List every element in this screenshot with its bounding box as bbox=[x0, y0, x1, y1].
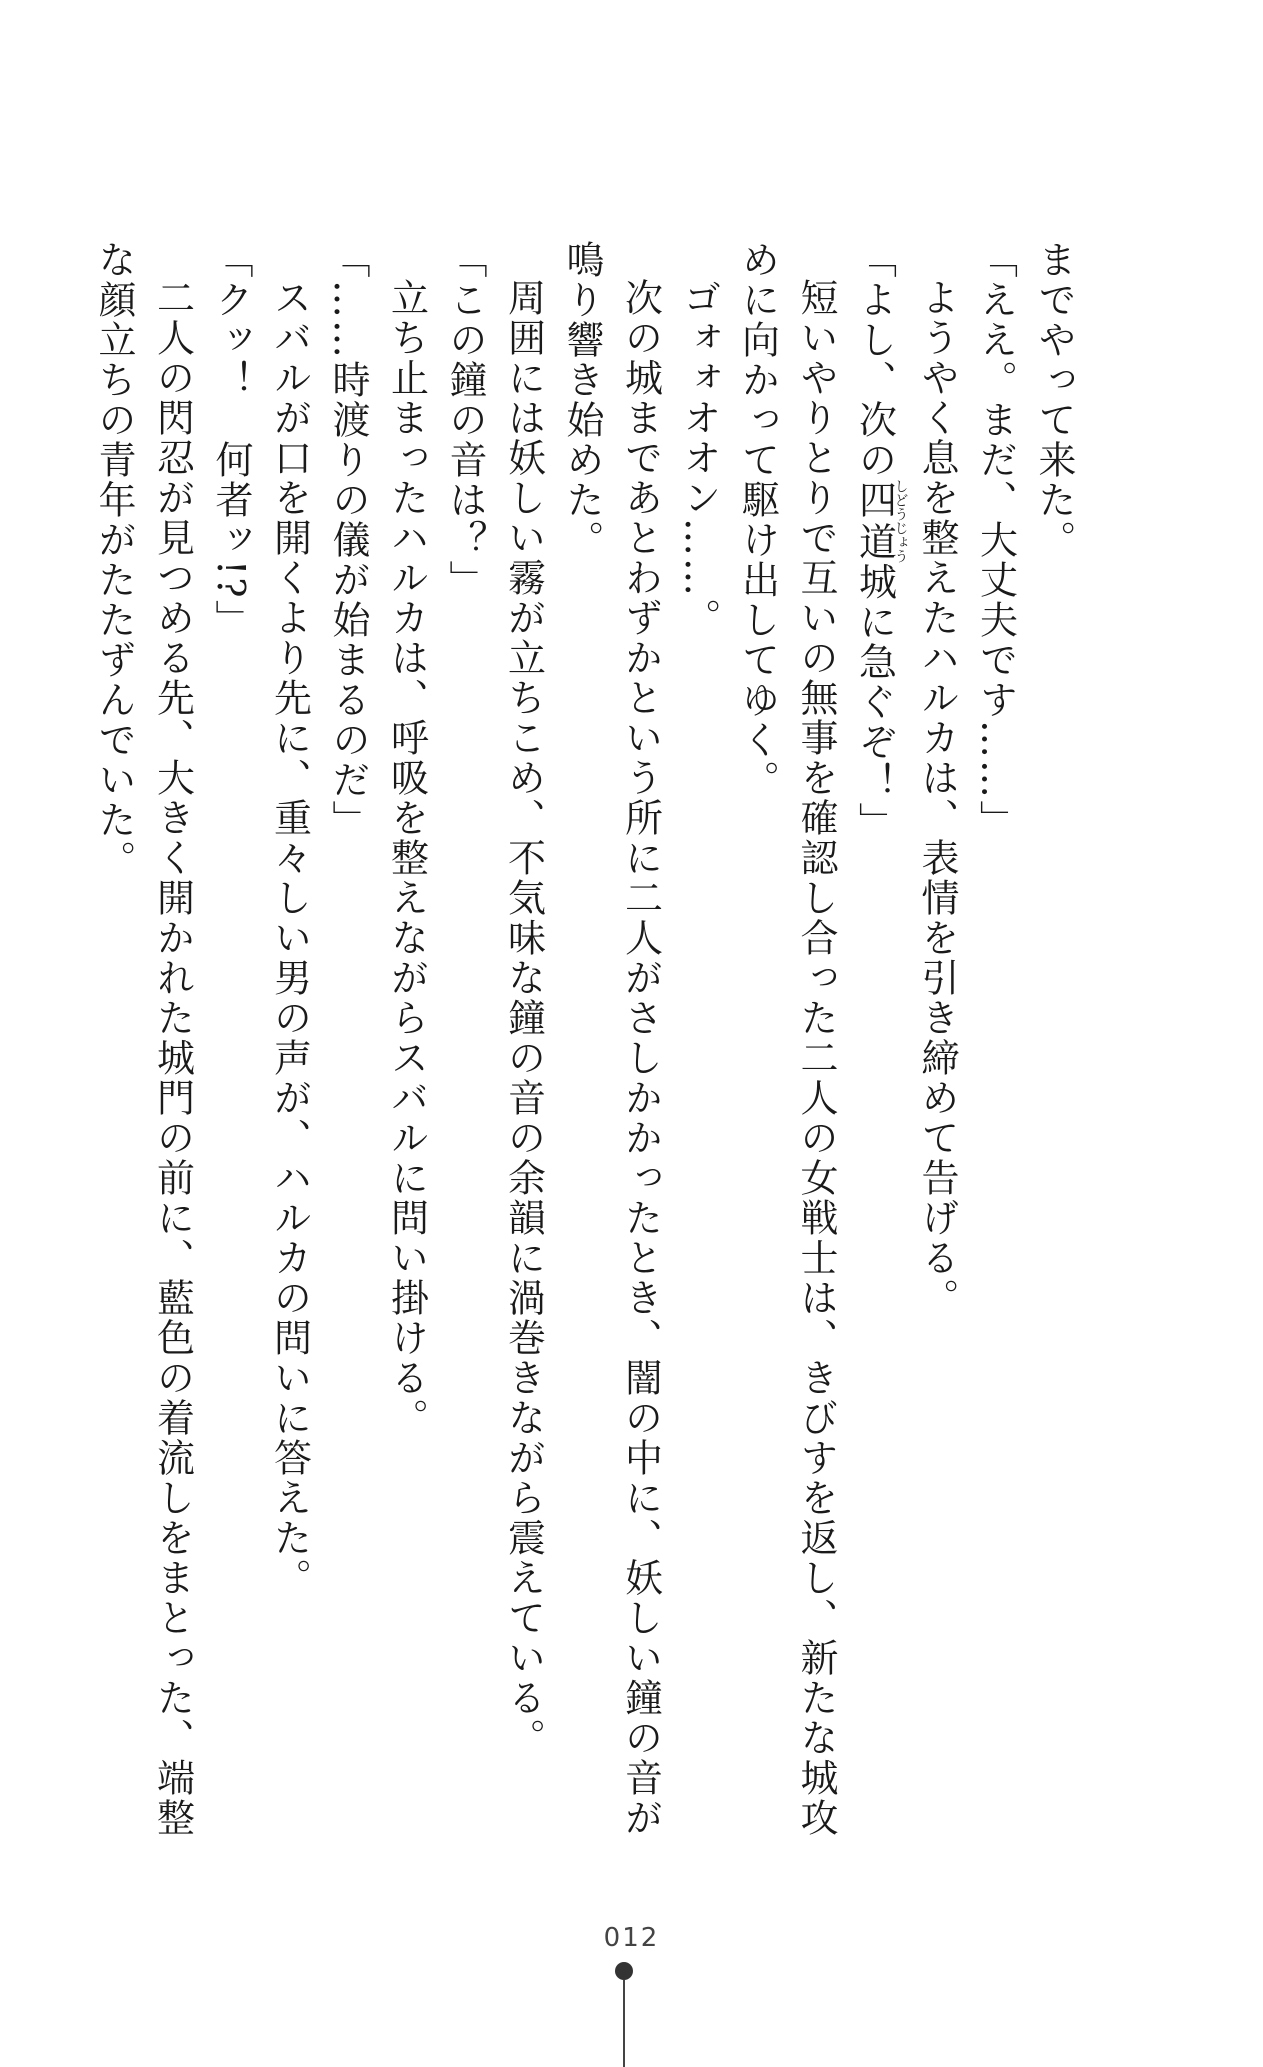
text-line: な顔立ちの青年がたたずんでいた。 bbox=[92, 240, 136, 880]
text-line: スバルが口を開くより先に、重々しい男の声が、ハルカの問いに答えた。 bbox=[267, 278, 312, 1598]
ruby-annotation bbox=[852, 479, 909, 563]
text-line: 次の城まであとわずかという所に二人がさしかかったとき、闇の中に、妖しい鐘の音が bbox=[618, 278, 663, 1838]
dialogue-fragment: 「よし、次の bbox=[852, 240, 897, 480]
dialogue-line: 「この鐘の音は？」 bbox=[443, 240, 487, 600]
folio-dot-ornament bbox=[615, 1962, 633, 1980]
text-line: 周囲には妖しい霧が立ちこめ、不気味な鐘の音の余韻に渦巻きながら震えている。 bbox=[501, 278, 546, 1758]
folio-line-ornament bbox=[623, 1980, 625, 2067]
dialogue-line: 「……時渡りの儀が始まるのだ」 bbox=[326, 240, 370, 840]
ruby-reading: しどうじょう bbox=[892, 479, 909, 563]
dialogue-line bbox=[845, 240, 908, 1720]
text-line: 二人の閃忍が見つめる先、大きく開かれた城門の前に、藍色の着流しをまとった、端整 bbox=[150, 278, 195, 1838]
vertical-text-block bbox=[85, 240, 1084, 1838]
text-line: 鳴り響き始めた。 bbox=[560, 240, 604, 560]
dialogue-line: 「ええ。まだ、大丈夫です……」 bbox=[973, 240, 1018, 840]
text-line: めに向かって駆け出してゆく。 bbox=[735, 240, 780, 800]
ruby-base: 四道 bbox=[852, 479, 897, 563]
dialogue-line: 「クッ！ 何者ッ!?」 bbox=[209, 240, 253, 640]
text-line: ようやく息を整えたハルカは、表情を引き締めて告げる。 bbox=[915, 278, 959, 1318]
text-line: 立ち止まったハルカは、呼吸を整えながらスバルに問い掛ける。 bbox=[384, 278, 429, 1438]
page-number: 012 bbox=[603, 1923, 660, 1953]
text-line: ゴォォオオン……。 bbox=[677, 278, 721, 638]
text-line: までやって来た。 bbox=[1032, 240, 1076, 560]
text-line: 短いやりとりで互いの無事を確認し合った二人の女戦士は、きびすを返し、新たな城攻 bbox=[794, 278, 838, 1838]
dialogue-fragment: 城に急ぐぞ！」 bbox=[852, 562, 897, 842]
